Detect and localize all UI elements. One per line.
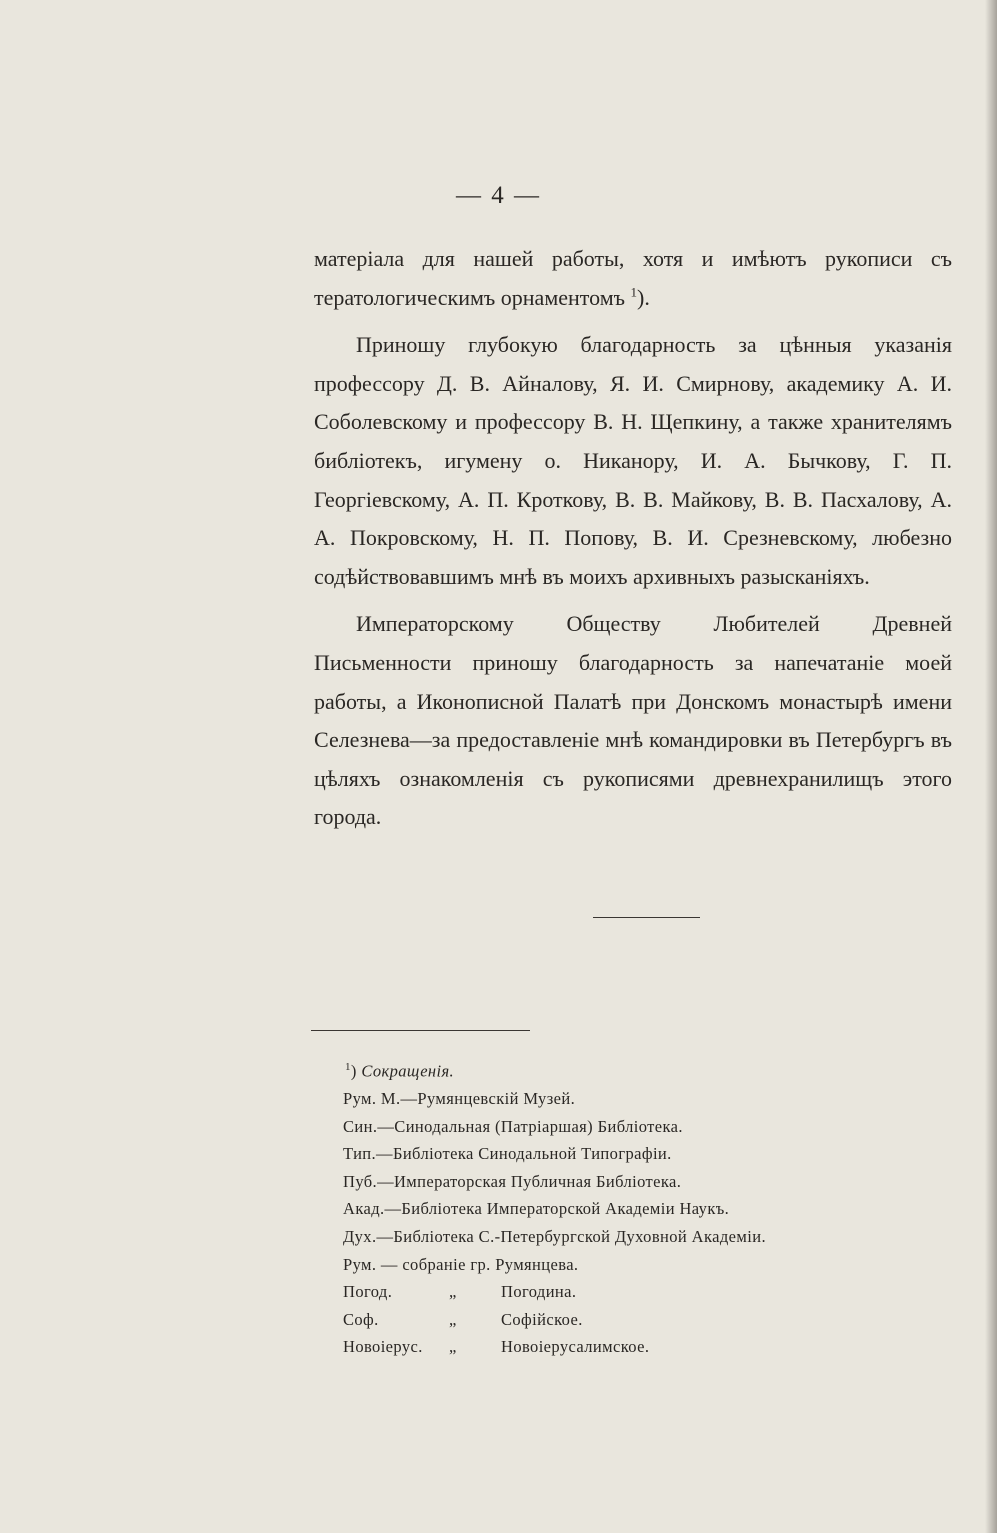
footnote-ref[interactable]: 1 bbox=[630, 284, 637, 300]
abbreviation-abbr: Погод. bbox=[343, 1282, 393, 1302]
paragraph-1-end: ). bbox=[637, 284, 650, 310]
abbreviation-line: Дух.—Библіотека С.-Петербургской Духовной Академіи. bbox=[343, 1227, 766, 1247]
abbreviation-row bbox=[343, 1306, 943, 1334]
footnote-divider bbox=[311, 1030, 530, 1031]
abbreviation-abbr: Новоіерус. bbox=[343, 1337, 423, 1357]
page-edge-shadow bbox=[985, 0, 997, 1533]
abbreviation-abbr: Соф. bbox=[343, 1309, 379, 1329]
abbreviation-line: Син.—Синодальная (Патріаршая) Библіотека. bbox=[343, 1116, 683, 1136]
ditto-mark: „ bbox=[449, 1309, 457, 1329]
ditto-mark: „ bbox=[449, 1282, 457, 1302]
abbreviation-name: Новоіерусалимское. bbox=[501, 1337, 650, 1357]
page-number-text: — 4 — bbox=[456, 182, 541, 209]
paragraph-3: Императорскому Обществу Любителей Древней Письменности приношу благодарность за напечатаніе моей работы, а Иконописной Палатѣ при Донскомъ монастырѣ имени Селезнева—за предоставленіе мнѣ командировки въ Петербургъ въ цѣляхъ ознакомленія съ рукописями древнехранилищъ этого города. bbox=[314, 611, 952, 830]
paragraph-2: Приношу глубокую благодарность за цѣнныя указанія профессору Д. В. Айналову, Я. И. Смирнову, академику А. И. Соболевскому и профессору В. Н. Щепкину, а также хранителямъ библіотекъ, игумену о. Никанору, И. А. Бычкову, Г. П. Георгіевскому, А. П. Кроткову, В. В. Майкову, В. В. Пасхалову, А. А. Покровскому, Н. П. Попову, В. И. Срезневскому, любезно содѣйствовавшимъ мнѣ въ моихъ архивныхъ разысканіяхъ. bbox=[314, 332, 952, 589]
ditto-mark: „ bbox=[449, 1337, 457, 1357]
main-text bbox=[314, 240, 952, 837]
page-number bbox=[0, 182, 997, 210]
abbreviation-name: Софійское. bbox=[501, 1309, 583, 1329]
footnote-title bbox=[345, 1054, 943, 1085]
abbreviation-row bbox=[343, 1278, 943, 1306]
footnote-marker: 1 bbox=[345, 1061, 351, 1073]
paragraph-1 bbox=[314, 240, 952, 317]
footnote-title-text: Сокращенія. bbox=[361, 1061, 455, 1081]
paragraph-1-text: матеріала для нашей работы, хотя и имѣютъ рукописи съ тератологическимъ орнаментомъ bbox=[314, 246, 952, 310]
abbreviation-line: Рум. — собраніе гр. Румянцева. bbox=[343, 1254, 579, 1274]
abbreviation-line: Рум. М.—Румянцевскій Музей. bbox=[343, 1089, 576, 1109]
abbreviation-line: Акад.—Библіотека Императорской Академіи Наукъ. bbox=[343, 1199, 730, 1219]
abbreviation-name: Погодина. bbox=[501, 1282, 577, 1302]
section-divider bbox=[593, 917, 700, 918]
abbreviation-line: Пуб.—Императорская Публичная Библіотека. bbox=[343, 1171, 682, 1191]
abbreviation-row bbox=[343, 1333, 943, 1361]
abbreviation-line: Тип.—Библіотека Синодальной Типографіи. bbox=[343, 1144, 672, 1164]
footnotes bbox=[343, 1054, 943, 1361]
footnote-marker-paren: ) bbox=[350, 1061, 357, 1081]
